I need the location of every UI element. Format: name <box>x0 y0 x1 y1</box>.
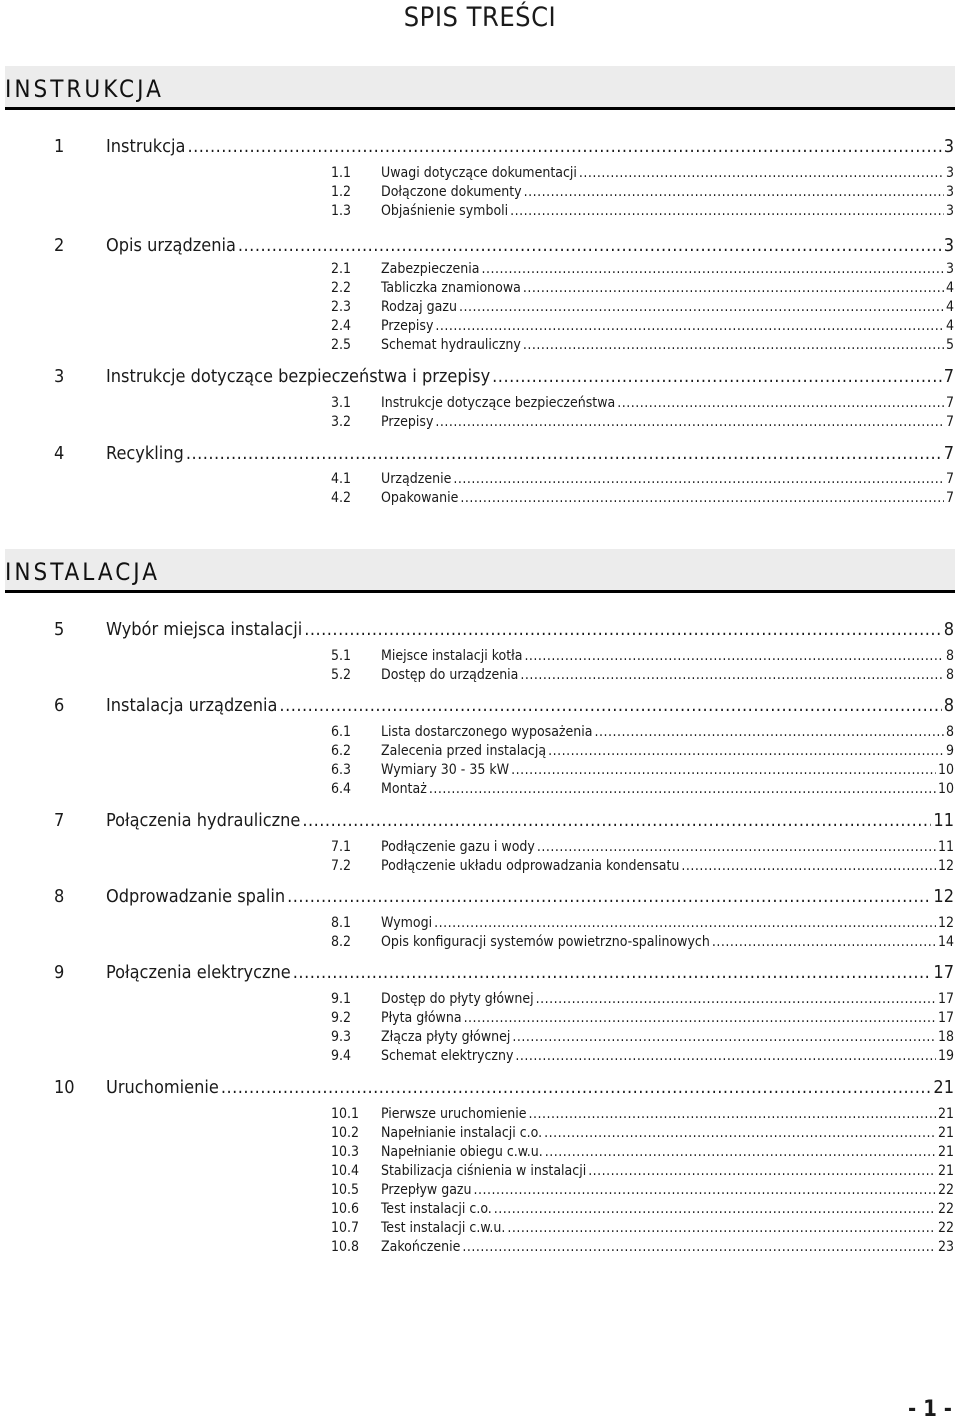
entry-number: 10.6 <box>331 1201 360 1217</box>
toc-entry-10-7[interactable] <box>331 1220 954 1239</box>
page-title: SPIS TREŚCI <box>403 2 557 33</box>
entry-number: 9.2 <box>331 1010 352 1026</box>
entry-number: 5.1 <box>331 648 352 664</box>
chapter-label: Instrukcje dotyczące bezpieczeństwa i przepisy <box>106 366 491 387</box>
entry-page: 17 <box>937 1010 954 1026</box>
entry-page: 22 <box>937 1201 954 1217</box>
entry-number: 8.2 <box>331 934 352 950</box>
entry-page: 3 <box>945 203 954 219</box>
entry-label: Montaż <box>381 781 427 797</box>
toc-entry-1-2[interactable] <box>331 184 954 203</box>
entry-page: 23 <box>937 1239 954 1255</box>
entry-page: 4 <box>945 280 954 296</box>
entry-number: 2.4 <box>331 318 352 334</box>
entry-page: 21 <box>937 1106 954 1122</box>
entry-page: 4 <box>945 318 954 334</box>
toc-entry-1-3[interactable] <box>331 203 954 222</box>
chapter-label: Instalacja urządzenia <box>106 695 278 716</box>
entry-label: Złącza płyty głównej <box>381 1029 511 1045</box>
entry-number: 2.5 <box>331 337 352 353</box>
entry-number: 10.3 <box>331 1144 360 1160</box>
chapter-number: 4 <box>54 443 65 464</box>
entry-page: 3 <box>945 165 954 181</box>
entry-label: Dostęp do urządzenia <box>381 667 519 683</box>
chapter-number: 2 <box>54 235 65 256</box>
chapter-page: 8 <box>943 619 954 640</box>
entry-number: 8.1 <box>331 915 352 931</box>
entry-number: 9.4 <box>331 1048 352 1064</box>
dot-leader <box>238 235 942 256</box>
toc-entry-1-1[interactable] <box>331 165 954 184</box>
dot-leader <box>507 1220 936 1236</box>
section-heading: INSTALACJA <box>5 558 161 586</box>
toc-entry-8-2[interactable] <box>331 934 954 953</box>
entry-page: 10 <box>937 781 954 797</box>
entry-number: 2.2 <box>331 280 352 296</box>
dot-leader <box>434 915 936 931</box>
toc-entry-7-2[interactable] <box>331 858 954 877</box>
dot-leader <box>464 1010 936 1026</box>
dot-leader <box>544 1125 936 1141</box>
entry-label: Pierwsze uruchomienie <box>381 1106 527 1122</box>
entry-label: Objaśnienie symboli <box>381 203 509 219</box>
entry-label: Podłączenie układu odprowadzania kondensatu <box>381 858 680 874</box>
chapter-page: 3 <box>943 235 954 256</box>
toc-chapter-8[interactable] <box>54 886 954 912</box>
entry-page: 7 <box>945 490 954 506</box>
dot-leader <box>302 810 931 831</box>
chapter-number: 6 <box>54 695 65 716</box>
entry-page: 3 <box>945 261 954 277</box>
dot-leader <box>459 299 944 315</box>
dot-leader <box>453 471 944 487</box>
dot-leader <box>523 280 944 296</box>
toc-chapter-2[interactable] <box>54 235 954 261</box>
entry-label: Przepisy <box>381 414 434 430</box>
toc-entry-6-4[interactable] <box>331 781 954 800</box>
entry-page: 18 <box>937 1029 954 1045</box>
toc-chapter-5[interactable] <box>54 619 954 645</box>
dot-leader <box>429 781 936 797</box>
chapter-label: Recykling <box>106 443 184 464</box>
dot-leader <box>579 165 944 181</box>
toc-entry-10-8[interactable] <box>331 1239 954 1258</box>
chapter-page: 7 <box>943 443 954 464</box>
entry-number: 2.1 <box>331 261 352 277</box>
toc-entry-10-4[interactable] <box>331 1163 954 1182</box>
chapter-number: 8 <box>54 886 65 907</box>
entry-label: Zabezpieczenia <box>381 261 480 277</box>
page-number: - 1 - <box>908 1397 952 1422</box>
dot-leader <box>536 991 936 1007</box>
dot-leader <box>279 695 941 716</box>
toc-entry-8-1[interactable] <box>331 915 954 934</box>
entry-label: Test instalacji c.w.u. <box>381 1220 506 1236</box>
chapter-number: 7 <box>54 810 65 831</box>
chapter-page: 3 <box>943 136 954 157</box>
toc-chapter-3[interactable] <box>54 366 954 392</box>
entry-page: 11 <box>937 839 954 855</box>
toc-entry-5-1[interactable] <box>331 648 954 667</box>
dot-leader <box>293 962 932 983</box>
dot-leader <box>287 886 931 907</box>
entry-page: 21 <box>937 1125 954 1141</box>
entry-number: 10.4 <box>331 1163 360 1179</box>
chapter-page: 8 <box>943 695 954 716</box>
entry-page: 5 <box>945 337 954 353</box>
dot-leader <box>481 261 944 277</box>
chapter-number: 3 <box>54 366 65 387</box>
chapter-page: 12 <box>933 886 954 907</box>
entry-label: Przepływ gazu <box>381 1182 472 1198</box>
chapter-label: Instrukcja <box>106 136 186 157</box>
entry-label: Wymogi <box>381 915 433 931</box>
entry-page: 8 <box>945 724 954 740</box>
entry-page: 22 <box>937 1220 954 1236</box>
toc-entry-6-2[interactable] <box>331 743 954 762</box>
section-header-instrukcja <box>5 66 955 110</box>
dot-leader <box>511 762 936 778</box>
entry-page: 14 <box>937 934 954 950</box>
section-header-instalacja <box>5 549 955 593</box>
entry-page: 10 <box>937 762 954 778</box>
entry-number: 5.2 <box>331 667 352 683</box>
entry-label: Stabilizacja ciśnienia w instalacji <box>381 1163 587 1179</box>
entry-page: 22 <box>937 1182 954 1198</box>
chapter-page: 11 <box>933 810 954 831</box>
entry-number: 4.2 <box>331 490 352 506</box>
entry-number: 3.1 <box>331 395 352 411</box>
entry-number: 6.4 <box>331 781 352 797</box>
entry-label: Dostęp do płyty głównej <box>381 991 534 1007</box>
toc-entry-10-6[interactable] <box>331 1201 954 1220</box>
toc-entry-2-3[interactable] <box>331 299 954 318</box>
entry-label: Miejsce instalacji kotła <box>381 648 523 664</box>
entry-number: 1.1 <box>331 165 352 181</box>
toc-chapter-6[interactable] <box>54 695 954 721</box>
dot-leader <box>510 203 944 219</box>
dot-leader <box>617 395 944 411</box>
toc-entry-2-2[interactable] <box>331 280 954 299</box>
entry-page: 7 <box>945 395 954 411</box>
dot-leader <box>492 366 942 387</box>
entry-page: 12 <box>937 915 954 931</box>
entry-label: Wymiary 30 - 35 kW <box>381 762 510 778</box>
entry-page: 9 <box>945 743 954 759</box>
entry-page: 21 <box>937 1163 954 1179</box>
dot-leader <box>474 1182 936 1198</box>
chapter-number: 9 <box>54 962 65 983</box>
chapter-page: 7 <box>943 366 954 387</box>
dot-leader <box>537 839 936 855</box>
dot-leader <box>588 1163 936 1179</box>
toc-entry-9-3[interactable] <box>331 1029 954 1048</box>
entry-label: Zalecenia przed instalacją <box>381 743 547 759</box>
entry-number: 9.1 <box>331 991 352 1007</box>
toc-entry-10-1[interactable] <box>331 1106 954 1125</box>
entry-number: 6.2 <box>331 743 352 759</box>
toc-entry-5-2[interactable] <box>331 667 954 686</box>
entry-page: 12 <box>937 858 954 874</box>
entry-page: 3 <box>945 184 954 200</box>
toc-entry-3-2[interactable] <box>331 414 954 433</box>
entry-page: 8 <box>945 667 954 683</box>
entry-page: 19 <box>937 1048 954 1064</box>
entry-number: 10.8 <box>331 1239 360 1255</box>
toc-entry-3-1[interactable] <box>331 395 954 414</box>
dot-leader <box>186 443 942 464</box>
dot-leader <box>512 1029 936 1045</box>
entry-label: Uwagi dotyczące dokumentacji <box>381 165 577 181</box>
entry-page: 17 <box>937 991 954 1007</box>
dot-leader <box>712 934 936 950</box>
entry-number: 10.2 <box>331 1125 360 1141</box>
section-heading: INSTRUKCJA <box>5 75 164 103</box>
chapter-label: Połączenia hydrauliczne <box>106 810 301 831</box>
entry-number: 9.3 <box>331 1029 352 1045</box>
chapter-label: Połączenia elektryczne <box>106 962 291 983</box>
entry-page: 7 <box>945 414 954 430</box>
entry-page: 7 <box>945 471 954 487</box>
dot-leader <box>595 724 944 740</box>
entry-number: 2.3 <box>331 299 352 315</box>
entry-label: Tabliczka znamionowa <box>381 280 521 296</box>
entry-number: 1.3 <box>331 203 352 219</box>
toc-entry-9-1[interactable] <box>331 991 954 1010</box>
entry-page: 21 <box>937 1144 954 1160</box>
dot-leader <box>304 619 941 640</box>
entry-label: Napełnianie obiegu c.w.u. <box>381 1144 543 1160</box>
dot-leader <box>524 184 944 200</box>
toc-entry-10-5[interactable] <box>331 1182 954 1201</box>
entry-label: Schemat hydrauliczny <box>381 337 521 353</box>
dot-leader <box>435 318 944 334</box>
dot-leader <box>515 1048 936 1064</box>
toc-entry-7-1[interactable] <box>331 839 954 858</box>
dot-leader <box>681 858 936 874</box>
toc-chapter-4[interactable] <box>54 443 954 469</box>
entry-page: 8 <box>945 648 954 664</box>
entry-label: Opis konfiguracji systemów powietrzno-spalinowych <box>381 934 710 950</box>
entry-number: 6.3 <box>331 762 352 778</box>
toc-entry-4-1[interactable] <box>331 471 954 490</box>
dot-leader <box>548 743 944 759</box>
chapter-label: Wybór miejsca instalacji <box>106 619 303 640</box>
entry-label: Zakończenie <box>381 1239 461 1255</box>
toc-chapter-7[interactable] <box>54 810 954 836</box>
chapter-number: 1 <box>54 136 65 157</box>
entry-label: Napełnianie instalacji c.o. <box>381 1125 543 1141</box>
toc-entry-6-1[interactable] <box>331 724 954 743</box>
toc-entry-2-4[interactable] <box>331 318 954 337</box>
chapter-label: Odprowadzanie spalin <box>106 886 286 907</box>
dot-leader <box>528 1106 936 1122</box>
toc-entry-9-4[interactable] <box>331 1048 954 1067</box>
chapter-page: 17 <box>933 962 954 983</box>
chapter-label: Opis urządzenia <box>106 235 236 256</box>
entry-number: 1.2 <box>331 184 352 200</box>
dot-leader <box>523 337 944 353</box>
toc-entry-10-3[interactable] <box>331 1144 954 1163</box>
entry-label: Podłączenie gazu i wody <box>381 839 535 855</box>
entry-label: Schemat elektryczny <box>381 1048 514 1064</box>
chapter-number: 5 <box>54 619 65 640</box>
chapter-number: 10 <box>54 1077 75 1098</box>
entry-label: Urządzenie <box>381 471 452 487</box>
entry-number: 7.2 <box>331 858 352 874</box>
dot-leader <box>545 1144 936 1160</box>
toc-chapter-1[interactable] <box>54 136 954 162</box>
dot-leader <box>187 136 941 157</box>
entry-number: 10.1 <box>331 1106 360 1122</box>
dot-leader <box>435 414 944 430</box>
entry-label: Płyta główna <box>381 1010 462 1026</box>
entry-label: Rodzaj gazu <box>381 299 457 315</box>
dot-leader <box>221 1077 932 1098</box>
toc-entry-9-2[interactable] <box>331 1010 954 1029</box>
entry-label: Przepisy <box>381 318 434 334</box>
entry-label: Lista dostarczonego wyposażenia <box>381 724 593 740</box>
toc-entry-2-1[interactable] <box>331 261 954 280</box>
dot-leader <box>520 667 944 683</box>
toc-chapter-9[interactable] <box>54 962 954 988</box>
toc-entry-6-3[interactable] <box>331 762 954 781</box>
entry-label: Instrukcje dotyczące bezpieczeństwa <box>381 395 616 411</box>
entry-label: Dołączone dokumenty <box>381 184 522 200</box>
toc-entry-4-2[interactable] <box>331 490 954 509</box>
dot-leader <box>524 648 944 664</box>
toc-entry-10-2[interactable] <box>331 1125 954 1144</box>
entry-label: Test instalacji c.o. <box>381 1201 492 1217</box>
toc-chapter-10[interactable] <box>54 1077 954 1103</box>
entry-label: Opakowanie <box>381 490 459 506</box>
dot-leader <box>494 1201 936 1217</box>
entry-number: 3.2 <box>331 414 352 430</box>
entry-number: 10.5 <box>331 1182 360 1198</box>
chapter-page: 21 <box>933 1077 954 1098</box>
dot-leader <box>462 1239 936 1255</box>
chapter-label: Uruchomienie <box>106 1077 219 1098</box>
entry-number: 6.1 <box>331 724 352 740</box>
entry-number: 4.1 <box>331 471 352 487</box>
entry-page: 4 <box>945 299 954 315</box>
toc-entry-2-5[interactable] <box>331 337 954 356</box>
entry-number: 10.7 <box>331 1220 360 1236</box>
dot-leader <box>460 490 944 506</box>
entry-number: 7.1 <box>331 839 352 855</box>
